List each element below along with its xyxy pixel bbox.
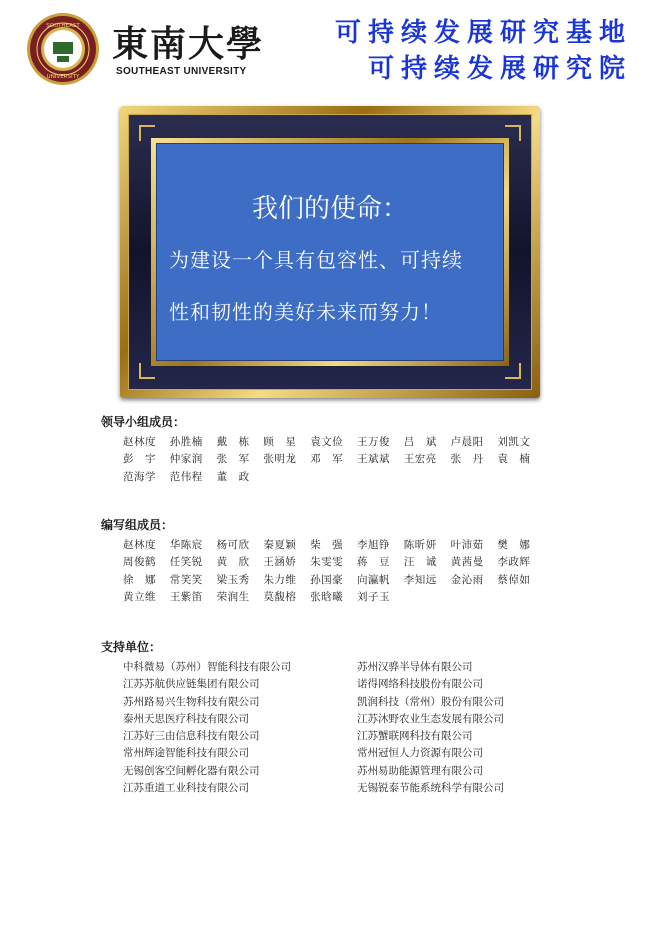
company-name: 无锡锐泰节能系统科学有限公司 (357, 782, 504, 795)
svg-text:UNIVERSITY: UNIVERSITY (46, 74, 80, 80)
institute-title-line2: 可持续发展研究院 (367, 54, 632, 84)
mission-plaque (156, 143, 504, 361)
mission-line-2: 性和韧性的美好未来而努力！ (169, 300, 442, 324)
company-row (123, 655, 543, 672)
supporters-label: 支持单位： (101, 640, 162, 654)
member-name: 柴 强 (310, 539, 344, 551)
member-name: 汪 诚 (403, 556, 437, 569)
member-name: 王涵娇 (263, 556, 297, 569)
member-name: 张 军 (216, 453, 250, 466)
name-row (123, 568, 543, 585)
member-name: 朱力维 (263, 573, 297, 586)
member-name: 张晗曦 (310, 590, 344, 603)
member-name: 周俊鹤 (123, 556, 156, 569)
company-row (123, 776, 543, 793)
member-name: 范海学 (123, 470, 156, 483)
member-name: 顾 星 (263, 436, 297, 448)
name-row (123, 533, 543, 550)
editors-label: 编写组成员： (101, 518, 174, 532)
member-name: 王紫笛 (169, 590, 203, 603)
member-name: 华陈宸 (169, 539, 203, 551)
member-name: 王斌斌 (356, 453, 390, 466)
company-name: 凯润科技（常州）股份有限公司 (357, 695, 504, 708)
institute-title-line1: 可持续发展研究基地 (334, 18, 632, 48)
company-row (123, 759, 543, 776)
member-name: 吕 斌 (403, 436, 437, 448)
member-name: 袁文俭 (310, 436, 344, 448)
member-name: 李知远 (403, 573, 437, 586)
member-name: 范伟程 (169, 470, 203, 483)
company-name: 泰州天思医疗科技有限公司 (123, 712, 249, 725)
member-name: 常笑笑 (169, 573, 203, 586)
company-name: 诺得网络科技股份有限公司 (357, 678, 483, 691)
member-name: 荣润生 (216, 590, 250, 603)
member-name: 任笑锐 (169, 556, 203, 569)
company-row (123, 724, 543, 741)
company-name: 江苏沐野农业生态发展有限公司 (357, 712, 504, 725)
member-name: 黄立维 (123, 590, 156, 603)
member-name: 陈昕妍 (403, 539, 437, 551)
member-name: 赵林度 (123, 436, 156, 448)
member-name: 向瀛帆 (356, 573, 390, 586)
member-name: 仲家润 (169, 453, 203, 466)
member-name: 袁 楠 (497, 453, 531, 466)
university-seal-icon (26, 12, 100, 86)
member-name: 蒋 豆 (356, 556, 390, 569)
leadership-names (123, 430, 543, 482)
company-name: 苏州路易兴生物科技有限公司 (123, 695, 260, 708)
company-name: 中科微易（苏州）智能科技有限公司 (123, 661, 291, 673)
member-name: 朱雯雯 (310, 556, 344, 569)
member-name: 梁玉秀 (216, 573, 250, 586)
name-row (123, 465, 543, 482)
company-name: 苏州易助能源管理有限公司 (357, 764, 483, 777)
member-name: 刘凯文 (497, 436, 531, 448)
member-name: 孙胜楠 (169, 436, 203, 448)
member-name: 黄茜曼 (450, 556, 484, 569)
member-name: 金沁雨 (450, 573, 484, 586)
page-header (0, 0, 662, 100)
company-name: 苏州汉骅半导体有限公司 (357, 661, 473, 673)
svg-text:SOUTHEAST: SOUTHEAST (46, 23, 80, 29)
company-name: 常州冠恒人力资源有限公司 (357, 747, 483, 760)
member-name: 王宏亮 (403, 453, 437, 466)
member-name: 李旭铮 (356, 539, 390, 551)
member-name: 王万俊 (356, 436, 390, 448)
mission-frame (120, 106, 540, 398)
member-name: 孙国豪 (310, 573, 344, 586)
member-name: 杨可欣 (216, 539, 250, 551)
supporters-list (123, 655, 543, 793)
member-name: 张 丹 (450, 453, 484, 466)
name-row (123, 585, 543, 602)
name-row (123, 550, 543, 567)
member-name: 彭 宇 (123, 453, 156, 466)
name-row (123, 447, 543, 464)
mission-line-1: 为建设一个具有包容性、可持续 (169, 248, 463, 272)
company-row (123, 690, 543, 707)
company-name: 无锡创客空间孵化器有限公司 (123, 764, 260, 777)
member-name: 卢晨阳 (450, 436, 484, 448)
company-name: 江苏重道工业科技有限公司 (123, 782, 249, 795)
member-name: 张明龙 (263, 453, 297, 466)
company-row (123, 707, 543, 724)
member-name: 黄 欣 (216, 556, 250, 569)
member-name: 戴 栋 (216, 436, 250, 448)
university-name-cn: 東南大學 (112, 23, 265, 65)
member-name: 邓 军 (310, 453, 344, 466)
company-name: 常州辉途智能科技有限公司 (123, 747, 249, 760)
member-name: 樊 娜 (497, 539, 531, 551)
member-name: 叶沛茹 (450, 539, 484, 551)
member-name: 蔡倬如 (497, 573, 531, 586)
name-row (123, 430, 543, 447)
editors-names (123, 533, 543, 602)
member-name: 徐 娜 (123, 573, 156, 586)
company-row (123, 741, 543, 758)
company-name: 江苏苏航供应链集团有限公司 (123, 678, 260, 691)
mission-title: 我们的使命： (251, 194, 408, 224)
member-name: 李政辉 (497, 556, 531, 569)
member-name: 莫馥榕 (263, 590, 297, 603)
university-name-en: SOUTHEAST UNIVERSITY (116, 66, 247, 77)
member-name: 赵林度 (123, 539, 156, 551)
company-row (123, 672, 543, 689)
company-name: 江苏好三由信息科技有限公司 (123, 730, 260, 743)
member-name: 秦夏颖 (263, 539, 297, 551)
member-name: 刘子玉 (356, 590, 390, 603)
member-name: 董 政 (216, 470, 250, 483)
company-name: 江苏蟹联网科技有限公司 (357, 730, 473, 743)
leadership-label: 领导小组成员： (101, 415, 186, 429)
